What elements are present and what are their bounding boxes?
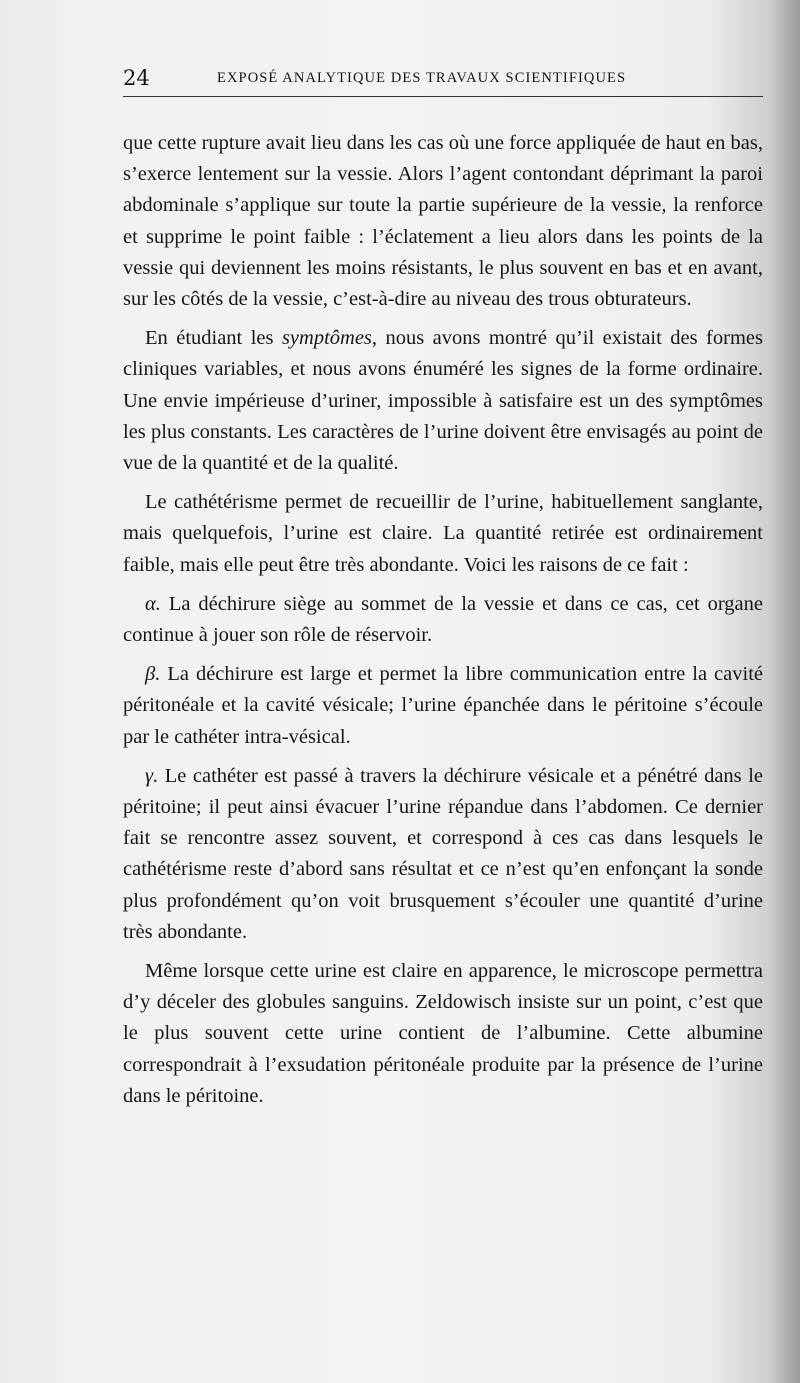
symptoms-emphasis: symptômes <box>281 327 372 350</box>
beta-marker: β. <box>145 663 161 686</box>
paragraph-alpha <box>123 589 763 651</box>
paragraph-catheterism: Le cathétérisme permet de recueillir de l’urine, habituellement sanglante, mais quelquefois, l’urine est claire. La quantité retirée est ordinairement faible, mais elle peut être très abondante. Voici les raisons de ce fait : <box>123 491 763 576</box>
gamma-marker: γ. <box>145 764 159 787</box>
page-number: 24 <box>123 66 150 90</box>
alpha-marker: α. <box>145 592 161 615</box>
beta-text: La déchirure est large et permet la libre communication entre la cavité péritonéale et la cavité vésicale; l’urine épanchée dans le péritoine s’écoule par le cathéter intra-vésical. <box>123 663 763 748</box>
running-head: EXPOSÉ ANALYTIQUE DES TRAVAUX SCIENTIFIQUES <box>217 70 627 86</box>
symptoms-rest-text: , nous avons montré qu’il existait des formes cliniques variables, et nous avons énuméré les signes de la forme ordinaire. Une envie impérieuse d’uriner, impossible à satisfaire est un des symptômes les plus constants. Les caractères de l’urine doivent être envisagés au point de vue de la quantité et de la qualité. <box>123 327 763 475</box>
paragraph-gamma <box>123 761 763 948</box>
gamma-text: Le cathéter est passé à travers la déchirure vésicale et a pénétré dans le péritoine; il peut ainsi évacuer l’urine répandue dans l’abdomen. Ce dernier fait se rencontre assez souvent, et correspond à ces cas dans lesquels le cathétérisme reste d’abord sans résultat et ce n’est qu’en enfonçant la sonde plus profondément qu’on voit brusquement s’écouler une quantité d’urine très abondante. <box>123 764 763 943</box>
paragraph-microscope: Même lorsque cette urine est claire en apparence, le microscope permettra d’y déceler des globules sanguins. Zeldowisch insiste sur un point, c’est que le plus souvent cette urine contient de l’albumine. Cette albumine correspondrait à l’exsudation péritonéale produite par la présence de l’urine dans le péritoine. <box>123 960 763 1107</box>
page-header <box>123 66 763 97</box>
symptoms-lead-text: En étudiant les <box>145 327 282 350</box>
paragraph-symptoms <box>123 323 763 479</box>
alpha-text: La déchirure siège au sommet de la vessie et dans ce cas, cet organe continue à jouer son rôle de réservoir. <box>123 592 763 647</box>
paragraph-rupture-mechanism: que cette rupture avait lieu dans les cas où une force appliquée de haut en bas, s’exerce lentement sur la vessie. Alors l’agent contondant déprimant la paroi abdominale s’applique sur toute la partie supérieure de la vessie, la renforce et supprime le point faible : l’éclatement a lieu alors dans les points de la vessie qui deviennent les moins résistants, le plus souvent en bas et en avant, sur les côtés de la vessie, c’est-à-dire au niveau des trous obturateurs. <box>123 132 763 311</box>
body-text <box>123 128 763 1112</box>
paragraph-beta <box>123 659 763 753</box>
